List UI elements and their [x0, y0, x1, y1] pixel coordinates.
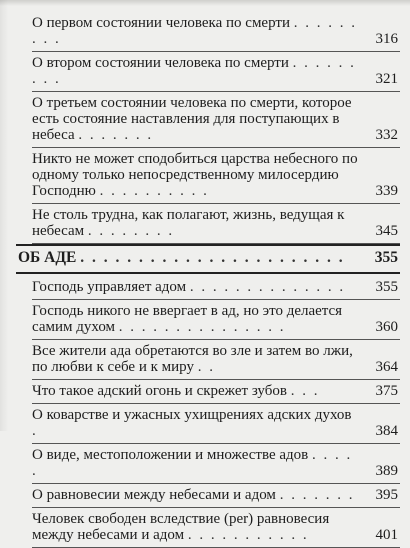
leader-dots: . . . . . . . . .	[32, 15, 357, 47]
toc-entry-title: О равновесии между небесами и адом	[32, 487, 276, 503]
section-heading	[16, 244, 400, 274]
previous-page-edge	[0, 0, 410, 6]
toc-entry-title: Господь управляет адом	[32, 279, 187, 295]
toc-entry-title: Господь никого не ввергает в ад, но это делается самим духом	[32, 303, 343, 335]
toc-entry	[32, 276, 400, 300]
toc-entry-title: О втором состоянии человека по смерти	[32, 55, 289, 71]
leader-dots: . . .	[290, 383, 320, 399]
toc-entry	[32, 92, 400, 148]
leader-dots: . . . . . . . . .	[32, 55, 356, 87]
toc-entry-title: Что такое адский огонь и скрежет зубов	[32, 383, 287, 399]
toc-entry-page: 316	[362, 31, 398, 47]
toc-entry-title: Все жители ада обретаются во зле и затем во лжи, по любви к себе и к миру	[32, 343, 353, 375]
toc-entry	[32, 204, 400, 244]
table-of-contents	[16, 12, 400, 548]
leader-dots: . . . . . . . . . . .	[187, 527, 309, 543]
toc-entry-title: О третьем состоянии человека по смерти, которое есть состояние наставления для поступающих в небеса	[32, 95, 352, 143]
toc-entry-page: 345	[362, 223, 398, 239]
leader-dots: . . . . . . . . . . . . . .	[189, 279, 346, 295]
toc-entry-title: О первом состоянии человека по смерти	[32, 15, 290, 31]
toc-entry	[32, 404, 400, 444]
toc-entry-page: 321	[362, 71, 398, 87]
leader-dots: . . . . . . . . . . . . . . . . . . . . . . .	[80, 249, 345, 266]
leader-dots: . .	[197, 359, 215, 375]
toc-entry-page: 355	[362, 279, 398, 295]
toc-entry	[32, 484, 400, 508]
toc-entry-page: 401	[362, 527, 398, 543]
toc-entry	[32, 444, 400, 484]
toc-entry	[32, 340, 400, 380]
toc-entry	[32, 148, 400, 204]
toc-entry	[32, 52, 400, 92]
toc-entry-page: 375	[362, 383, 398, 399]
page-shadow	[0, 0, 8, 431]
leader-dots: . . . . . . . .	[87, 223, 175, 239]
leader-dots: . . . . . . . . . . . . . . .	[118, 319, 286, 335]
toc-entry-page: 339	[362, 183, 398, 199]
leader-dots: . . . . . . .	[279, 487, 355, 503]
toc-entry-title: Человек свободен вследствие (per) равновесия между небесами и адом	[32, 511, 330, 543]
leader-dots: .	[32, 423, 38, 439]
leader-dots: . . . . . . .	[78, 127, 154, 143]
toc-entry-title: О виде, местоположении и множестве адов	[32, 447, 309, 463]
toc-entry	[32, 12, 400, 52]
toc-entry-title: Никто не может сподобиться царства небесного по одному только непосредственному милосердию Господню	[32, 151, 358, 199]
toc-entry-page: 389	[362, 463, 398, 479]
toc-entry-page: 360	[362, 319, 398, 335]
toc-entry	[32, 380, 400, 404]
section-page: 355	[362, 250, 398, 266]
toc-entry-title: Не столь трудна, как полагают, жизнь, ведущая к небесам	[32, 207, 345, 239]
section-title: ОБ АДЕ	[18, 249, 77, 266]
toc-entry-title: О коварстве и ужасных ухищрениях адских духов	[32, 407, 352, 423]
leader-dots: . . . . .	[32, 447, 353, 479]
toc-entry-page: 384	[362, 423, 398, 439]
toc-entry-page: 364	[362, 359, 398, 375]
leader-dots: . . . . . . . . . .	[99, 183, 209, 199]
toc-entry	[32, 508, 400, 548]
toc-entry-page: 332	[362, 127, 398, 143]
toc-entry-page: 395	[362, 487, 398, 503]
toc-entry	[32, 300, 400, 340]
